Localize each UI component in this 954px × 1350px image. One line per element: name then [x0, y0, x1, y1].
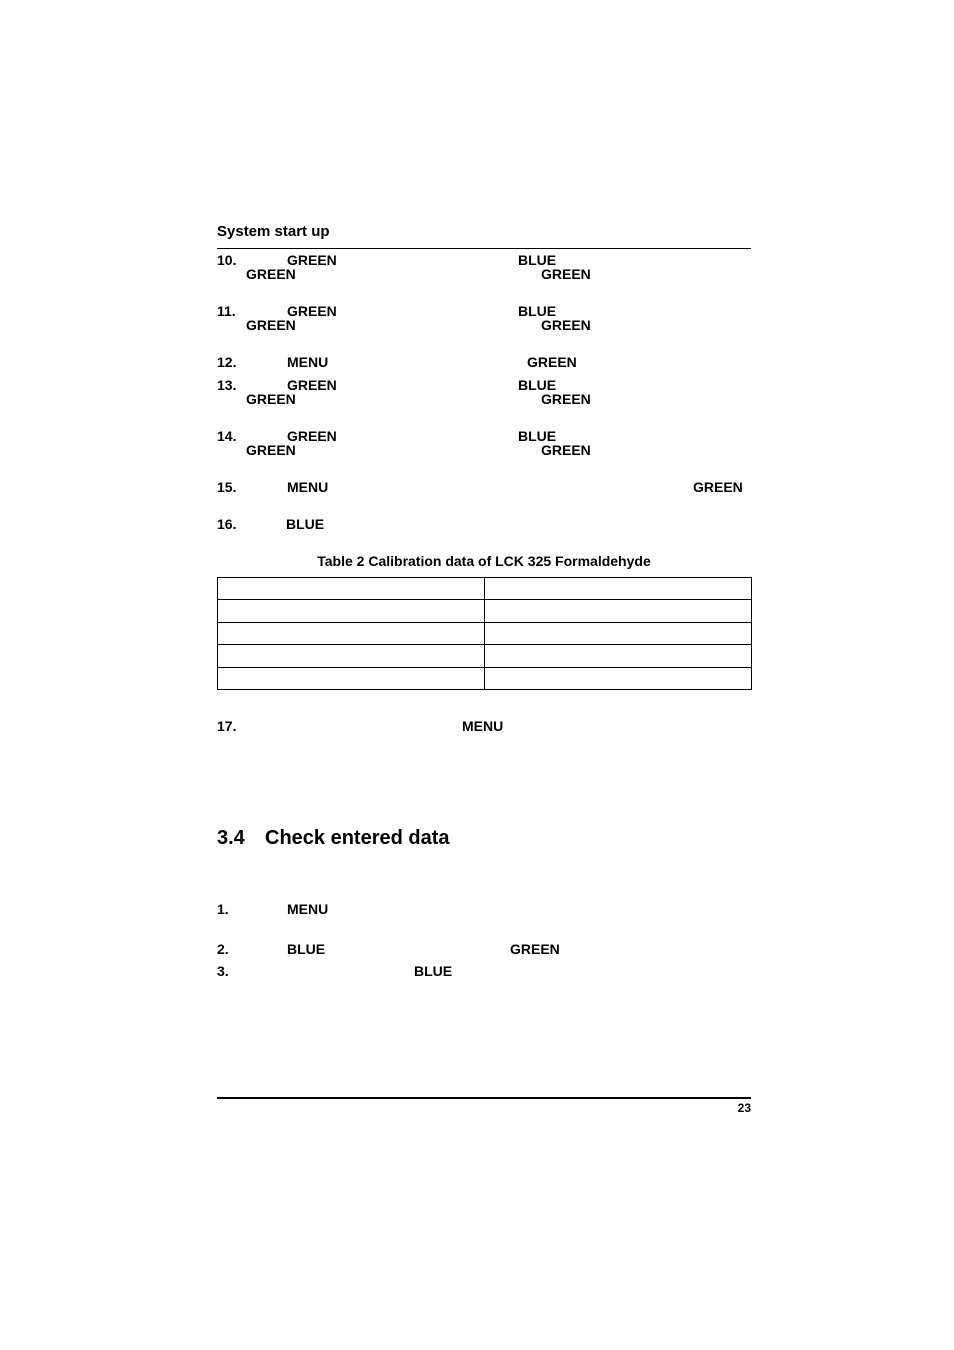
key-label: GREEN: [527, 354, 577, 370]
key-label: GREEN: [287, 252, 337, 268]
key-label: GREEN: [246, 442, 296, 458]
section-title: Check entered data: [265, 827, 450, 849]
key-label: BLUE: [414, 963, 453, 979]
table-row: [218, 600, 752, 622]
key-label: MENU: [287, 901, 329, 917]
key-label: GREEN: [287, 428, 337, 444]
key-label: GREEN: [287, 377, 337, 393]
key-label: BLUE: [286, 516, 325, 532]
table-cell: [218, 645, 485, 667]
table-cell: [485, 578, 752, 600]
header-rule: [217, 248, 751, 249]
key-label: GREEN: [246, 317, 296, 333]
key-label: GREEN: [541, 442, 591, 458]
table-row: [218, 622, 752, 644]
key-label: MENU: [287, 479, 329, 495]
table-cell: [218, 578, 485, 600]
key-label: BLUE: [518, 252, 557, 268]
key-label: MENU: [462, 718, 504, 734]
step-number: 11.: [217, 303, 236, 319]
table-cell: [485, 600, 752, 622]
key-label: GREEN: [510, 941, 560, 957]
key-label: GREEN: [693, 479, 743, 495]
step-number: 10.: [217, 252, 237, 268]
table-row: [218, 667, 752, 689]
step-number: 16.: [217, 516, 237, 532]
step-number: 13.: [217, 377, 237, 393]
table-cell: [218, 667, 485, 689]
key-label: GREEN: [246, 391, 296, 407]
key-label: BLUE: [287, 941, 326, 957]
table-row: [218, 578, 752, 600]
key-label: MENU: [287, 354, 329, 370]
key-label: BLUE: [518, 428, 557, 444]
step-number: 15.: [217, 479, 237, 495]
step-number: 14.: [217, 428, 237, 444]
step-number: 17.: [217, 718, 237, 734]
table-caption: Table 2 Calibration data of LCK 325 Formaldehyde: [317, 553, 651, 569]
section-header: System start up: [217, 223, 330, 240]
table-cell: [485, 667, 752, 689]
key-label: GREEN: [541, 317, 591, 333]
key-label: GREEN: [246, 266, 296, 282]
calibration-table: [217, 577, 752, 690]
table-row: [218, 645, 752, 667]
table-cell: [218, 600, 485, 622]
table-cell: [485, 645, 752, 667]
footer-rule: [217, 1097, 751, 1099]
key-label: GREEN: [287, 303, 337, 319]
key-label: BLUE: [518, 303, 557, 319]
step-number: 12.: [217, 354, 237, 370]
table-cell: [485, 622, 752, 644]
step-number: 1.: [217, 901, 229, 917]
key-label: GREEN: [541, 391, 591, 407]
table-cell: [218, 622, 485, 644]
key-label: GREEN: [541, 266, 591, 282]
step-number: 2.: [217, 941, 229, 957]
key-label: BLUE: [518, 377, 557, 393]
page-number: 23: [737, 1101, 751, 1115]
section-number: 3.4: [217, 827, 245, 849]
step-number: 3.: [217, 963, 229, 979]
